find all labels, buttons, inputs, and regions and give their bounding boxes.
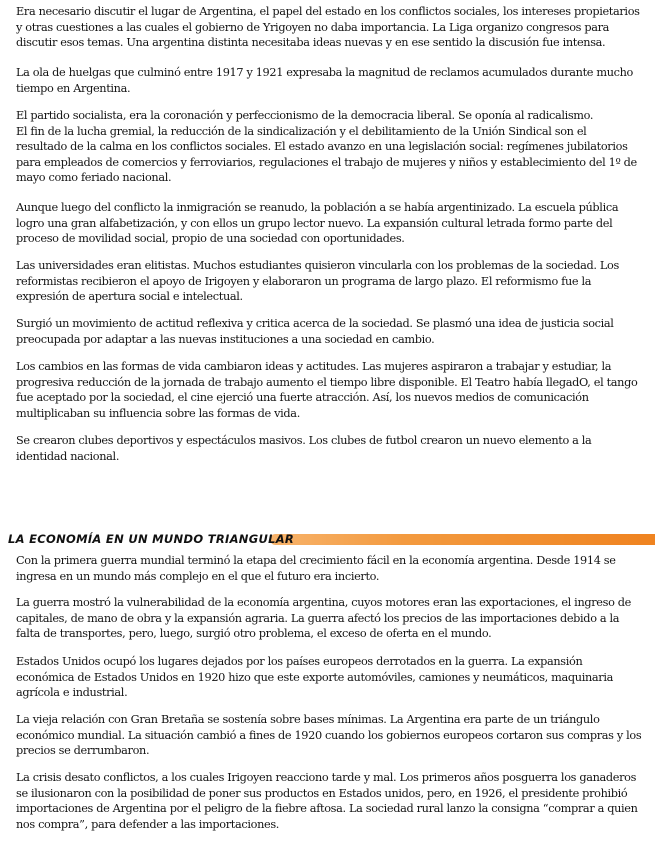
section-heading-title: LA ECONOMÍA EN UN MUNDO TRIANGULAR bbox=[8, 532, 295, 546]
paragraph-liga: Era necesario discutir el lugar de Argentina, el papel del estado en los conflictos sociales, los intereses propietarios y otras cuestiones a las cuales el gobierno de Yrigoyen no daba importancia. La Liga organizo congresos para discutir esos temas. Una argentina distinta necesitaba ideas nuevas y en ese sentido la discusión fue intensa. bbox=[16, 5, 640, 50]
paragraph-crisis: La crisis desato conflictos, a los cuales Irigoyen reacciono tarde y mal. Los primeros años posguerra los ganaderos se ilusionaron con la posibilidad de poner sus productos en Estados unidos, pero, en 1926, el presidente prohibió importaciones de Argentina por el peligro de la fiebre aftosa. La sociedad rural lanzo la consigna “comprar a quien nos compra”, para defender a las importaciones. bbox=[16, 771, 638, 831]
paragraph-vulnerabilidad: La guerra mostró la vulnerabilidad de la economía argentina, cuyos motores eran las exportaciones, el ingreso de capitales, de mano de obra y la expansión agraria. La guerra afectó los precios de las importaciones debido a la falta de transportes, pero, luego, surgió otro problema, el exceso de oferta en el mundo. bbox=[16, 596, 631, 641]
paragraph-movimiento: Surgió un movimiento de actitud reflexiva y critica acerca de la sociedad. Se plasmó una idea de justicia social preocupada por adaptar a las nuevas instituciones a una sociedad en cambio. bbox=[16, 317, 614, 346]
paragraph-formas-de-vida: Los cambios en las formas de vida cambiaron ideas y actitudes. Las mujeres aspiraron a trabajar y estudiar, la progresiva reducción de la jornada de trabajo aumento el tiempo libre disponible. El Teatro había llegadO, el tango fue aceptado por la sociedad, el cine ejerció una fuerte atracción. Así, los nuevos medios de comunicación multiplicaban su influencia sobre las formas de vida. bbox=[16, 360, 638, 420]
paragraph-clubes: Se crearon clubes deportivos y espectáculos masivos. Los clubes de futbol crearon un nuevo elemento a la identidad nacional. bbox=[16, 434, 592, 463]
paragraph-estados-unidos: Estados Unidos ocupó los lugares dejados por los países europeos derrotados en la guerra. La expansión económica de Estados Unidos en 1920 hizo que este exporte automóviles, camiones y neumáticos, maquinaria agrícola e industrial. bbox=[16, 655, 613, 700]
paragraph-gran-bretana: La vieja relación con Gran Bretaña se sostenía sobre bases mínimas. La Argentina era parte de un triángulo económico mundial. La situación cambió a fines de 1920 cuando los gobiernos europeos cortaron sus compras y los precios se derrumbaron. bbox=[16, 713, 642, 758]
paragraph-universidades: Las universidades eran elitistas. Muchos estudiantes quisieron vincularla con los problemas de la sociedad. Los reformistas recibieron el apoyo de Irigoyen y elaboraron un programa de largo plazo. El reformismo fue la expresión de apertura social e intelectual. bbox=[16, 259, 619, 304]
heading-decorative-stripe bbox=[270, 534, 655, 545]
paragraph-partido-socialista: El partido socialista, era la coronación y perfeccionismo de la democracia liberal. Se oponía al radicalismo. El fin de la lucha gremial, la reducción de la sindicalización y el debilitamiento de la Unión Sindical son el resultado de la calma en los conflictos sociales. El estado avanzo en una legislación social: regímenes jubilatorios para empleados de comercios y ferroviarios, regulaciones el trabajo de mujeres y niños y establecimiento del 1º de mayo como feriado nacional. bbox=[16, 109, 637, 185]
paragraph-inmigracion: Aunque luego del conflicto la inmigración se reanudo, la población a se había argentinizado. La escuela pública logro una gran alfabetización, y con ellos un grupo lector nuevo. La expansión cultural letrada formo parte del proceso de movilidad social, propio de una sociedad con oportunidades. bbox=[16, 201, 619, 246]
paragraph-huelgas: La ola de huelgas que culminó entre 1917 y 1921 expresaba la magnitud de reclamos acumulados durante mucho tiempo en Argentina. bbox=[16, 66, 634, 95]
section-heading bbox=[0, 531, 655, 547]
paragraph-primera-guerra: Con la primera guerra mundial terminó la etapa del crecimiento fácil en la economía argentina. Desde 1914 se ingresa en un mundo más complejo en el que el futuro era incierto. bbox=[16, 554, 616, 583]
